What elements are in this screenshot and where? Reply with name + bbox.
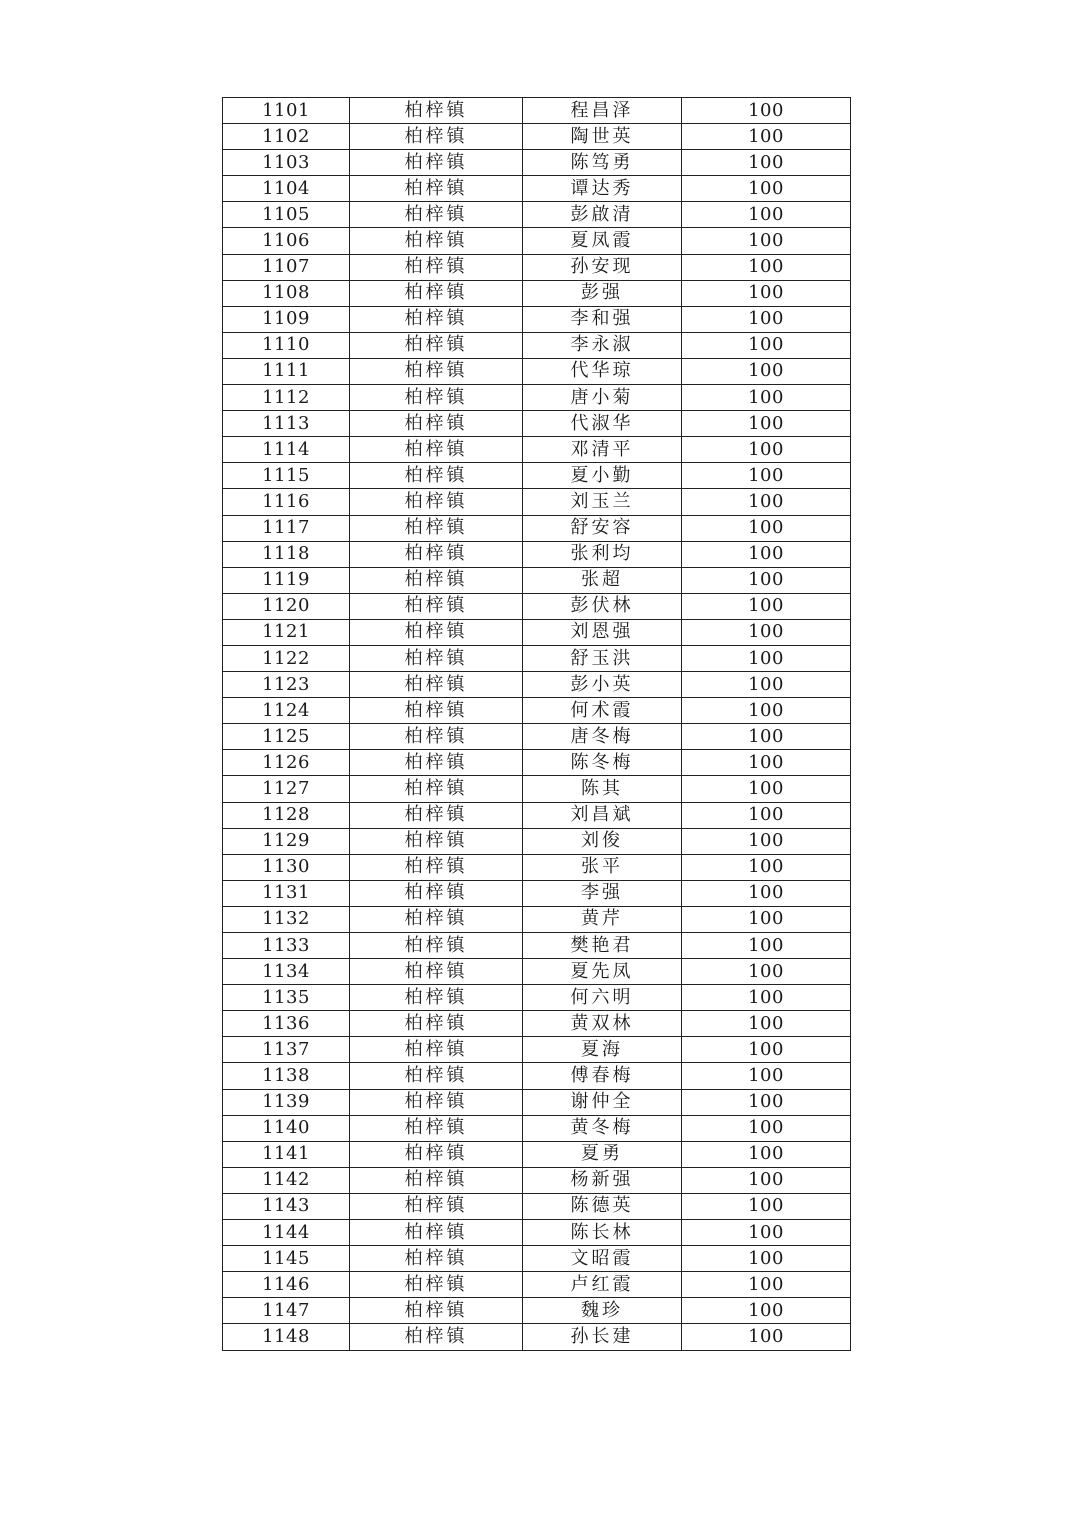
serial-number-cell: 1112 (223, 385, 350, 411)
person-name-cell: 卢红霞 (523, 1272, 682, 1298)
town-cell: 柏梓镇 (350, 1063, 523, 1089)
amount-cell: 100 (682, 228, 851, 254)
person-name-cell: 谢仲全 (523, 1089, 682, 1115)
serial-number-cell: 1141 (223, 1141, 350, 1167)
serial-number-cell: 1135 (223, 985, 350, 1011)
town-cell: 柏梓镇 (350, 332, 523, 358)
amount-cell: 100 (682, 98, 851, 124)
person-name-cell: 陈笃勇 (523, 150, 682, 176)
town-cell: 柏梓镇 (350, 593, 523, 619)
table-row (223, 802, 851, 828)
town-cell: 柏梓镇 (350, 489, 523, 515)
serial-number-cell: 1102 (223, 124, 350, 150)
amount-cell: 100 (682, 515, 851, 541)
amount-cell: 100 (682, 385, 851, 411)
town-cell: 柏梓镇 (350, 98, 523, 124)
person-name-cell: 傅春梅 (523, 1063, 682, 1089)
person-name-cell: 陶世英 (523, 124, 682, 150)
amount-cell: 100 (682, 985, 851, 1011)
town-cell: 柏梓镇 (350, 541, 523, 567)
serial-number-cell: 1132 (223, 906, 350, 932)
table-row (223, 176, 851, 202)
town-cell: 柏梓镇 (350, 1298, 523, 1324)
table-row (223, 1220, 851, 1246)
town-cell: 柏梓镇 (350, 358, 523, 384)
amount-cell: 100 (682, 1193, 851, 1219)
amount-cell: 100 (682, 437, 851, 463)
table-row (223, 776, 851, 802)
person-name-cell: 夏海 (523, 1037, 682, 1063)
town-cell: 柏梓镇 (350, 802, 523, 828)
town-cell: 柏梓镇 (350, 280, 523, 306)
person-name-cell: 刘昌斌 (523, 802, 682, 828)
table-row (223, 672, 851, 698)
town-cell: 柏梓镇 (350, 124, 523, 150)
table-row (223, 1298, 851, 1324)
serial-number-cell: 1105 (223, 202, 350, 228)
town-cell: 柏梓镇 (350, 437, 523, 463)
person-name-cell: 舒安容 (523, 515, 682, 541)
person-name-cell: 程昌泽 (523, 98, 682, 124)
table-row (223, 619, 851, 645)
table-row (223, 1324, 851, 1350)
amount-cell: 100 (682, 593, 851, 619)
amount-cell: 100 (682, 1011, 851, 1037)
amount-cell: 100 (682, 176, 851, 202)
table-row (223, 906, 851, 932)
amount-cell: 100 (682, 1324, 851, 1350)
town-cell: 柏梓镇 (350, 1037, 523, 1063)
table-row (223, 228, 851, 254)
serial-number-cell: 1117 (223, 515, 350, 541)
table-row (223, 124, 851, 150)
serial-number-cell: 1127 (223, 776, 350, 802)
amount-cell: 100 (682, 698, 851, 724)
town-cell: 柏梓镇 (350, 385, 523, 411)
person-name-cell: 张超 (523, 567, 682, 593)
table-row (223, 1037, 851, 1063)
person-name-cell: 谭达秀 (523, 176, 682, 202)
table-row (223, 1193, 851, 1219)
table-row (223, 437, 851, 463)
table-row (223, 1272, 851, 1298)
person-name-cell: 李和强 (523, 306, 682, 332)
serial-number-cell: 1131 (223, 880, 350, 906)
table-row (223, 385, 851, 411)
amount-cell: 100 (682, 1246, 851, 1272)
table-row (223, 1063, 851, 1089)
person-name-cell: 孙安现 (523, 254, 682, 280)
town-cell: 柏梓镇 (350, 724, 523, 750)
table-row (223, 463, 851, 489)
table-body (223, 98, 851, 1351)
serial-number-cell: 1121 (223, 619, 350, 645)
person-name-cell: 魏珍 (523, 1298, 682, 1324)
person-name-cell: 刘恩强 (523, 619, 682, 645)
town-cell: 柏梓镇 (350, 854, 523, 880)
serial-number-cell: 1124 (223, 698, 350, 724)
person-name-cell: 李永淑 (523, 332, 682, 358)
amount-cell: 100 (682, 1220, 851, 1246)
serial-number-cell: 1148 (223, 1324, 350, 1350)
town-cell: 柏梓镇 (350, 906, 523, 932)
amount-cell: 100 (682, 202, 851, 228)
amount-cell: 100 (682, 1037, 851, 1063)
person-name-cell: 黄芹 (523, 906, 682, 932)
town-cell: 柏梓镇 (350, 1193, 523, 1219)
table-row (223, 645, 851, 671)
town-cell: 柏梓镇 (350, 1115, 523, 1141)
amount-cell: 100 (682, 672, 851, 698)
serial-number-cell: 1136 (223, 1011, 350, 1037)
amount-cell: 100 (682, 254, 851, 280)
amount-cell: 100 (682, 1141, 851, 1167)
table-row (223, 98, 851, 124)
table-row (223, 750, 851, 776)
person-name-cell: 何术霞 (523, 698, 682, 724)
person-name-cell: 代淑华 (523, 411, 682, 437)
town-cell: 柏梓镇 (350, 567, 523, 593)
amount-cell: 100 (682, 541, 851, 567)
amount-cell: 100 (682, 280, 851, 306)
amount-cell: 100 (682, 906, 851, 932)
amount-cell: 100 (682, 776, 851, 802)
serial-number-cell: 1123 (223, 672, 350, 698)
serial-number-cell: 1134 (223, 959, 350, 985)
serial-number-cell: 1118 (223, 541, 350, 567)
town-cell: 柏梓镇 (350, 828, 523, 854)
person-name-cell: 夏先凤 (523, 959, 682, 985)
table-row (223, 1011, 851, 1037)
serial-number-cell: 1101 (223, 98, 350, 124)
serial-number-cell: 1130 (223, 854, 350, 880)
amount-cell: 100 (682, 828, 851, 854)
person-name-cell: 陈长林 (523, 1220, 682, 1246)
table-row (223, 280, 851, 306)
serial-number-cell: 1137 (223, 1037, 350, 1063)
amount-cell: 100 (682, 802, 851, 828)
town-cell: 柏梓镇 (350, 776, 523, 802)
amount-cell: 100 (682, 1063, 851, 1089)
town-cell: 柏梓镇 (350, 645, 523, 671)
person-name-cell: 舒玉洪 (523, 645, 682, 671)
serial-number-cell: 1104 (223, 176, 350, 202)
serial-number-cell: 1114 (223, 437, 350, 463)
town-cell: 柏梓镇 (350, 254, 523, 280)
town-cell: 柏梓镇 (350, 176, 523, 202)
table-row (223, 854, 851, 880)
table-row (223, 411, 851, 437)
serial-number-cell: 1113 (223, 411, 350, 437)
serial-number-cell: 1145 (223, 1246, 350, 1272)
amount-cell: 100 (682, 489, 851, 515)
town-cell: 柏梓镇 (350, 411, 523, 437)
serial-number-cell: 1108 (223, 280, 350, 306)
person-name-cell: 邓清平 (523, 437, 682, 463)
serial-number-cell: 1140 (223, 1115, 350, 1141)
person-name-cell: 夏勇 (523, 1141, 682, 1167)
person-name-cell: 张平 (523, 854, 682, 880)
town-cell: 柏梓镇 (350, 228, 523, 254)
table-row (223, 593, 851, 619)
town-cell: 柏梓镇 (350, 1011, 523, 1037)
serial-number-cell: 1110 (223, 332, 350, 358)
table-row (223, 1141, 851, 1167)
person-name-cell: 唐冬梅 (523, 724, 682, 750)
serial-number-cell: 1107 (223, 254, 350, 280)
table-row (223, 1089, 851, 1115)
town-cell: 柏梓镇 (350, 1167, 523, 1193)
serial-number-cell: 1119 (223, 567, 350, 593)
table-row (223, 1115, 851, 1141)
person-name-cell: 李强 (523, 880, 682, 906)
amount-cell: 100 (682, 619, 851, 645)
table-row (223, 880, 851, 906)
serial-number-cell: 1144 (223, 1220, 350, 1246)
table-row (223, 150, 851, 176)
amount-cell: 100 (682, 124, 851, 150)
town-cell: 柏梓镇 (350, 880, 523, 906)
town-cell: 柏梓镇 (350, 672, 523, 698)
amount-cell: 100 (682, 854, 851, 880)
amount-cell: 100 (682, 933, 851, 959)
person-name-cell: 彭小英 (523, 672, 682, 698)
serial-number-cell: 1133 (223, 933, 350, 959)
amount-cell: 100 (682, 724, 851, 750)
serial-number-cell: 1129 (223, 828, 350, 854)
person-name-cell: 孙长建 (523, 1324, 682, 1350)
amount-cell: 100 (682, 1272, 851, 1298)
amount-cell: 100 (682, 306, 851, 332)
table-row (223, 358, 851, 384)
town-cell: 柏梓镇 (350, 750, 523, 776)
serial-number-cell: 1116 (223, 489, 350, 515)
town-cell: 柏梓镇 (350, 1272, 523, 1298)
person-name-cell: 陈其 (523, 776, 682, 802)
person-name-cell: 张利均 (523, 541, 682, 567)
table-row (223, 541, 851, 567)
amount-cell: 100 (682, 880, 851, 906)
person-name-cell: 彭伏林 (523, 593, 682, 619)
serial-number-cell: 1138 (223, 1063, 350, 1089)
subsidy-list-table (222, 97, 851, 1351)
serial-number-cell: 1115 (223, 463, 350, 489)
person-name-cell: 夏凤霞 (523, 228, 682, 254)
serial-number-cell: 1111 (223, 358, 350, 384)
serial-number-cell: 1128 (223, 802, 350, 828)
amount-cell: 100 (682, 411, 851, 437)
person-name-cell: 唐小菊 (523, 385, 682, 411)
person-name-cell: 彭强 (523, 280, 682, 306)
serial-number-cell: 1122 (223, 645, 350, 671)
amount-cell: 100 (682, 959, 851, 985)
serial-number-cell: 1106 (223, 228, 350, 254)
person-name-cell: 樊艳君 (523, 933, 682, 959)
person-name-cell: 何六明 (523, 985, 682, 1011)
serial-number-cell: 1120 (223, 593, 350, 619)
town-cell: 柏梓镇 (350, 933, 523, 959)
town-cell: 柏梓镇 (350, 463, 523, 489)
amount-cell: 100 (682, 1115, 851, 1141)
town-cell: 柏梓镇 (350, 959, 523, 985)
table-row (223, 698, 851, 724)
table-row (223, 985, 851, 1011)
serial-number-cell: 1147 (223, 1298, 350, 1324)
table-row (223, 959, 851, 985)
person-name-cell: 陈德英 (523, 1193, 682, 1219)
table-row (223, 1167, 851, 1193)
table-row (223, 1246, 851, 1272)
table-row (223, 254, 851, 280)
amount-cell: 100 (682, 358, 851, 384)
town-cell: 柏梓镇 (350, 1246, 523, 1272)
person-name-cell: 陈冬梅 (523, 750, 682, 776)
table-row (223, 332, 851, 358)
amount-cell: 100 (682, 1167, 851, 1193)
amount-cell: 100 (682, 567, 851, 593)
person-name-cell: 文昭霞 (523, 1246, 682, 1272)
serial-number-cell: 1125 (223, 724, 350, 750)
table-row (223, 306, 851, 332)
table-row (223, 489, 851, 515)
person-name-cell: 夏小勤 (523, 463, 682, 489)
table-row (223, 724, 851, 750)
amount-cell: 100 (682, 463, 851, 489)
person-name-cell: 代华琼 (523, 358, 682, 384)
person-name-cell: 刘玉兰 (523, 489, 682, 515)
amount-cell: 100 (682, 645, 851, 671)
town-cell: 柏梓镇 (350, 985, 523, 1011)
amount-cell: 100 (682, 750, 851, 776)
person-name-cell: 黄双林 (523, 1011, 682, 1037)
town-cell: 柏梓镇 (350, 515, 523, 541)
amount-cell: 100 (682, 1089, 851, 1115)
table-row (223, 515, 851, 541)
amount-cell: 100 (682, 332, 851, 358)
person-name-cell: 刘俊 (523, 828, 682, 854)
amount-cell: 100 (682, 1298, 851, 1324)
serial-number-cell: 1142 (223, 1167, 350, 1193)
town-cell: 柏梓镇 (350, 1141, 523, 1167)
serial-number-cell: 1126 (223, 750, 350, 776)
person-name-cell: 杨新强 (523, 1167, 682, 1193)
serial-number-cell: 1143 (223, 1193, 350, 1219)
town-cell: 柏梓镇 (350, 698, 523, 724)
town-cell: 柏梓镇 (350, 619, 523, 645)
serial-number-cell: 1103 (223, 150, 350, 176)
town-cell: 柏梓镇 (350, 306, 523, 332)
amount-cell: 100 (682, 150, 851, 176)
town-cell: 柏梓镇 (350, 1220, 523, 1246)
serial-number-cell: 1139 (223, 1089, 350, 1115)
town-cell: 柏梓镇 (350, 1089, 523, 1115)
serial-number-cell: 1146 (223, 1272, 350, 1298)
town-cell: 柏梓镇 (350, 1324, 523, 1350)
person-name-cell: 黄冬梅 (523, 1115, 682, 1141)
person-name-cell: 彭啟清 (523, 202, 682, 228)
table-row (223, 567, 851, 593)
town-cell: 柏梓镇 (350, 202, 523, 228)
table-row (223, 828, 851, 854)
table-row (223, 202, 851, 228)
table-row (223, 933, 851, 959)
town-cell: 柏梓镇 (350, 150, 523, 176)
serial-number-cell: 1109 (223, 306, 350, 332)
